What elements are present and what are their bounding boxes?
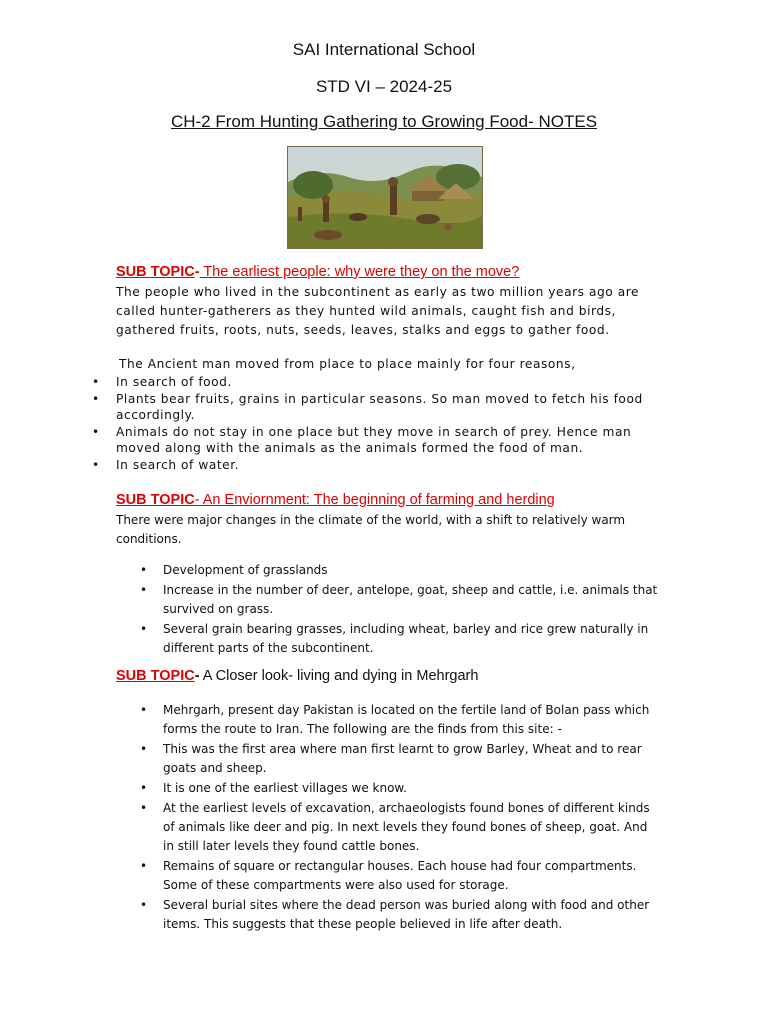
list-item: • It is one of the earliest villages we know. (140, 779, 660, 798)
mehrgarh-list (140, 701, 660, 935)
illustration-prehistoric-village (288, 147, 482, 248)
subtopic-dash: - (194, 264, 200, 280)
subtopic-heading-3 (116, 668, 478, 684)
list-item: • Several grain bearing grasses, including wheat, barley and rice grew naturally in different parts of the subcontinent. (140, 620, 660, 658)
list-item: • Plants bear fruits, grains in particular seasons. So man moved to fetch his food accordingly. (92, 391, 662, 424)
subtopic-label: SUB TOPIC (116, 668, 195, 684)
hunter-gatherer-paragraph: The people who lived in the subcontinent as early as two million years ago are called hunter-gatherers as they hunted wild animals, caught fish and birds, gathered fruits, roots, nuts, seeds, leaves, stalks and eggs to gather food. (116, 285, 640, 337)
list-item: • This was the first area where man first learnt to grow Barley, Wheat and to rear goats and sheep. (140, 740, 660, 778)
subtopic-heading-2 (116, 492, 555, 508)
subtopic-title: A Closer look- living and dying in Mehrgarh (199, 668, 479, 684)
list-item: • At the earliest levels of excavation, archaeologists found bones of different kinds of animals like deer and pig. In next levels they found bones of sheep, goat. And in still later levels they found cattle bones. (140, 799, 660, 856)
list-item: • Increase in the number of deer, antelope, goat, sheep and cattle, i.e. animals that survived on grass. (140, 581, 660, 619)
list-item: • In search of food. (92, 374, 662, 391)
standard-year: STD VI – 2024-25 (315, 77, 453, 96)
list-item: • Several burial sites where the dead person was buried along with food and other items. This suggests that these people believed in life after death. (140, 896, 660, 934)
grassland-list (140, 561, 660, 659)
school-name: SAI International School (292, 40, 476, 59)
list-item: • Remains of square or rectangular houses. Each house had four compartments. Some of these compartments were also used for storage. (140, 857, 660, 895)
reasons-intro: The Ancient man moved from place to place mainly for four reasons, (119, 357, 576, 371)
climate-paragraph: There were major changes in the climate of the world, with a shift to relatively warm conditions. (116, 513, 626, 546)
chapter-title (0, 112, 768, 132)
prehistoric-village-illustration (287, 146, 483, 249)
reasons-list (92, 374, 662, 473)
list-item: • Development of grasslands (140, 561, 660, 580)
list-item: • In search of water. (92, 457, 662, 474)
subtopic-title: The earliest people: why were they on the move? (199, 264, 520, 280)
list-item: • Mehrgarh, present day Pakistan is located on the fertile land of Bolan pass which forms the route to Iran. The following are the finds from this site: - (140, 701, 660, 739)
list-item: • Animals do not stay in one place but they move in search of prey. Hence man moved along with the animals as the animals formed the food of man. (92, 424, 662, 457)
chapter-title-text: CH-2 From Hunting Gathering to Growing Food- NOTES (170, 112, 598, 131)
subtopic-title: - An Enviornment: The beginning of farming and herding (194, 492, 555, 508)
subtopic-heading-1 (116, 264, 519, 280)
subtopic-dash: - (194, 668, 200, 684)
subtopic-label: SUB TOPIC (116, 492, 195, 508)
subtopic-label: SUB TOPIC (116, 264, 195, 280)
